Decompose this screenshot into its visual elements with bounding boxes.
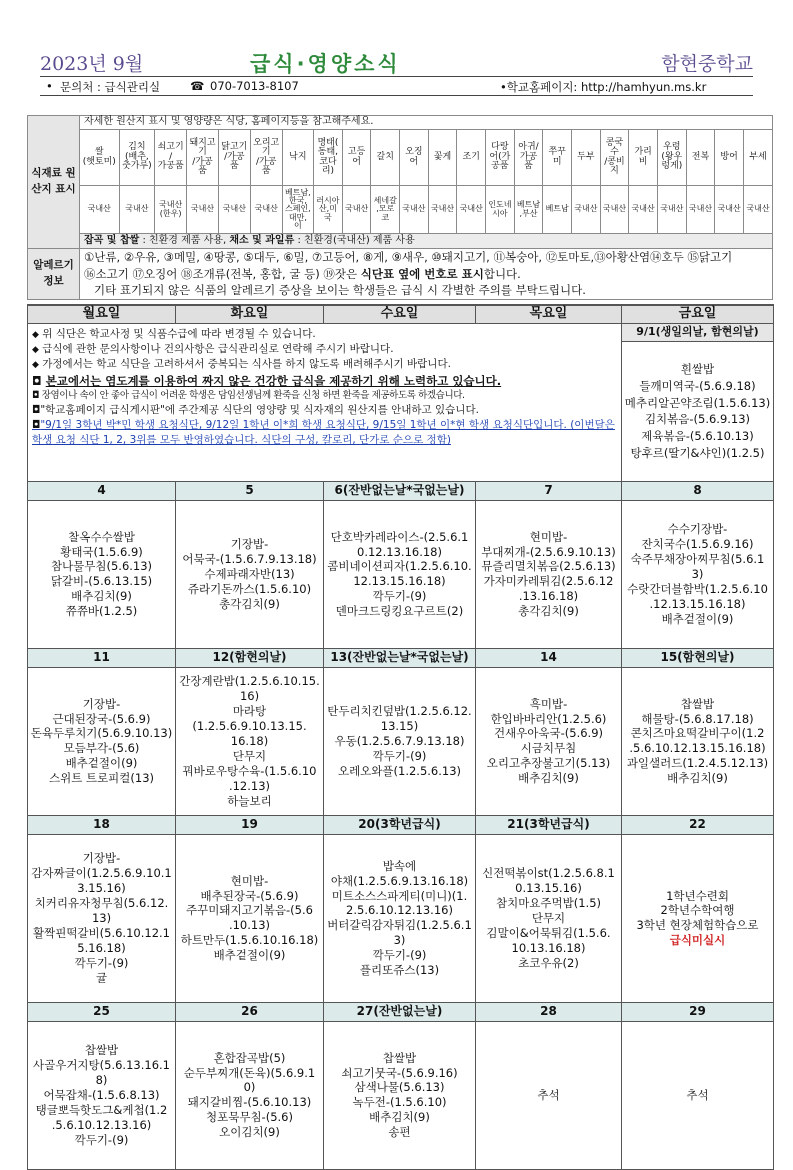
day-header-wed: 수요일 (324, 305, 476, 323)
origin-item: 다랑 어(가 공품 (486, 130, 515, 186)
origin-item: 명태( 동태, 코다 리) (314, 130, 343, 186)
origin-item: 전복 (686, 130, 715, 186)
origin-item: 오리고 기 /가공 품 (250, 130, 282, 186)
origin-country: 국내산 (80, 186, 120, 234)
origin-values-row (28, 186, 773, 234)
menu-text: 1학년수련회 2학년수학여행 3학년 현장체험학습으로 (636, 888, 759, 933)
origin-country: 국내산 (428, 186, 457, 234)
origin-country: 국내산 (743, 186, 772, 234)
origin-country: 국내산 (한우) (155, 186, 187, 234)
allergy-line-2c: 합니다. (483, 266, 521, 281)
grain-note: : 친환경 제품 사용, (139, 234, 230, 246)
phone-number: 070-7013-8107 (210, 79, 299, 93)
checkbox-icon: ◘ (32, 419, 41, 432)
year-month: 2023년 9월 (40, 53, 144, 75)
origin-item: 조기 (457, 130, 486, 186)
notice-text: 본교에서는 염도계를 이용하여 짜지 않은 건강한 급식을 제공하기 위해 노력하고 있습니다. (45, 373, 502, 388)
grain-note-bold: 잡곡 및 찹쌀 (84, 234, 140, 246)
notice-text: 가정에서는 학교 식단을 고려하셔서 중복되는 식사를 하지 않도록 배려해주시기 바랍니다. (42, 358, 451, 371)
notice-text: 급식에 관한 문의사항이나 건의사항은 급식관리실로 연락해 주시기 바랍니다. (42, 343, 394, 356)
origin-country: 국내산 (250, 186, 282, 234)
date-cell: 22 (622, 815, 774, 834)
date-cell: 7 (476, 481, 622, 500)
date-cell: 8 (622, 481, 774, 500)
checkbox-icon: ◘ (32, 403, 41, 416)
menu-cell: 현미밥- 배추된장국-(5.6.9) 주꾸미돼지고기볶음-(5.6 .10.13) 하트만두(1.5.6.10.16.18) 배추겉절이(9) (176, 834, 324, 1002)
menu-cell: 수수기장밥- 잔치국수(1.5.6.9.16) 숙주무채장아찌무침(5.6.1 3) 수랏간더블함박(1.2.5.6.10 .12.13.15.16.18) 배추겉절이(9) (622, 500, 774, 648)
origin-country: 러시아 산,미 국 (314, 186, 343, 234)
origin-item: 방어 (715, 130, 744, 186)
menu-cell: 기장밥- 어묵국-(1.5.6.7.9.13.18) 수제파래자반(13) 쥬라기돈까스(1.5.6.10) 총각김치(9) (176, 500, 324, 648)
origin-item: 돼지고 기 /가공 품 (187, 130, 219, 186)
menu-cell: 밥속에 야채(1.2.5.6.9.13.16.18) 미트소스스파게티(미니)(1. 2.5.6.10.12.13.16) 버터갈릭감자튀김(1.2.5.6.1 3) 깍두기-(9) 플리또쥬스(13) (324, 834, 476, 1002)
origin-country: 국내산 (715, 186, 744, 234)
date-cell: 20(3학년급식) (324, 815, 476, 834)
allergy-line-2 (84, 266, 771, 283)
origin-item: 닭고기 /가공 품 (218, 130, 250, 186)
origin-country: 베트남, 한국, 스페인, 대만, 이 (282, 186, 313, 234)
inquiry-text: 문의처 : 급식관리실 (60, 80, 161, 94)
contact-divider (40, 95, 753, 96)
origin-label: 식재료 원산지 표시 (28, 116, 80, 249)
origin-country: 세네갈 ,모로 코 (371, 186, 400, 234)
origin-item: 고등 어 (342, 130, 371, 186)
origin-country: 국내산 (119, 186, 155, 234)
origin-item: 낙지 (282, 130, 313, 186)
date-cell: 26 (176, 1002, 324, 1021)
notice-text: "9/1일 3학년 박*민 학생 요청식단, 9/12일 1학년 이*희 학생 요청식단, 9/15일 1학년 이*현 학생 요청식단입니다. (이번달은 학생 요청 식단 1, 2, 3위를 모두 반영하였습니다. 식단의 구성, 칼로리, 단가로 순으로 정함) (32, 419, 615, 447)
origin-item: 쇠고기 / 가공품 (155, 130, 187, 186)
date-cell: 11 (28, 648, 176, 667)
origin-item: 오징 어 (400, 130, 429, 186)
origin-item: 콩국 수 /콩비 지 (600, 130, 629, 186)
origin-item: 갈치 (371, 130, 400, 186)
date-cell: 6(잔반없는날*국없는날) (324, 481, 476, 500)
day-header-tue: 화요일 (176, 305, 324, 323)
veg-note-bold: 채소 및 과일류 (229, 234, 295, 246)
origin-item: 꽃게 (428, 130, 457, 186)
menu-cell: 추석 (622, 1021, 774, 1169)
date-cell: 18 (28, 815, 176, 834)
origin-allergy-table (27, 115, 773, 300)
date-cell: 21(3학년급식) (476, 815, 622, 834)
origin-item: 두부 (572, 130, 601, 186)
menu-cell: 흑미밥- 한입바바리안(1.2.5.6) 건새우아욱국-(5.6.9) 시금치무침 오리고추장불고기(5.13) 배추김치(9) (476, 667, 622, 815)
day1-header: 9/1(생일의날, 함현의날) (622, 323, 774, 341)
notice-3 (32, 357, 617, 372)
origin-country: 국내산 (600, 186, 629, 234)
veg-note: : 친환경(국내산) 제품 사용 (294, 234, 415, 246)
notice-7[interactable] (32, 418, 617, 448)
day1-menu: 흰쌀밥 들깨미역국-(5.6.9.18) 메추리알곤약조림(1.5.6.13) 김치볶음-(5.6.9.13) 제육볶음-(5.6.10.13) 탕후르(딸기&샤인)(1.2.5) (622, 341, 774, 481)
allergy-label: 알레르기 정보 (28, 249, 80, 300)
diamond-icon: ◆ (32, 329, 39, 340)
origin-item: 쌀 (햇토미) (80, 130, 120, 186)
school-name: 함현중학교 (661, 53, 753, 75)
menu-cell: 단호박카레라이스-(2.5.6.1 0.12.13.16.18) 콤비네이션피자(1.2.5.6.10. 12.13.15.16.18) 깍두기-(9) 덴마크드링킹요구르트(2) (324, 500, 476, 648)
menu-cell: 찹쌀밥 해물탕-(5.6.8.17.18) 콘치즈마요떡갈비구이(1.2 .5.6.10.12.13.15.16.18) 과일샐러드(1.2.4.5.12.13) 배추김치(9) (622, 667, 774, 815)
date-cell: 25 (28, 1002, 176, 1021)
date-cell: 28 (476, 1002, 622, 1021)
bullet: • (46, 79, 53, 93)
day-header-mon: 월요일 (28, 305, 176, 323)
origin-item: 가리 비 (629, 130, 658, 186)
menu-cell: 현미밥- 부대찌개-(2.5.6.9.10.13) 뮤즐리멸치볶음(2.5.6.13) 가자미카레튀김(2.5.6.12 .13.16.18) 총각김치(9) (476, 500, 622, 648)
origin-country: 국내산 (218, 186, 250, 234)
origin-country: 국내산 (400, 186, 429, 234)
date-cell: 27(잔반없는날) (324, 1002, 476, 1021)
header-divider (40, 76, 753, 77)
origin-item: 부세 (743, 130, 772, 186)
origin-item: 쭈꾸 미 (543, 130, 572, 186)
origin-country: 국내산 (342, 186, 371, 234)
menu-cell (622, 834, 774, 1002)
notice-text: "학교홈페이지 급식게시판"에 주간제공 식단의 영양량 및 식자재의 원산지를 안내하고 있습니다. (40, 403, 479, 416)
date-cell: 13(잔반없는날*국없는날) (324, 648, 476, 667)
date-cell: 5 (176, 481, 324, 500)
monthly-menu-table (27, 304, 774, 1170)
origin-items-row (28, 130, 773, 186)
date-cell: 14 (476, 648, 622, 667)
notice-text: 위 식단은 학교사정 및 식품수급에 따라 변경될 수 있습니다. (42, 327, 316, 340)
date-cell: 12(함현의날) (176, 648, 324, 667)
date-cell: 15(함현의날) (622, 648, 774, 667)
checkbox-icon: ◘ (32, 390, 40, 402)
menu-cell: 찹쌀밥 쇠고기뭇국-(5.6.9.16) 삼색나물(5.6.13) 녹두전-(1.5.6.10) 배추김치(9) 송편 (324, 1021, 476, 1169)
origin-country: 인도네 시아 (486, 186, 515, 234)
day-header-fri: 금요일 (622, 305, 774, 323)
menu-cell: 찹쌀밥 사골우거지탕(5.6.13.16.1 8) 어묵잡채-(1.5.6.8.13) 탱글뽀득핫도그&케첩(1.2 .5.6.10.12.13.16) 깍두기-(9) (28, 1021, 176, 1169)
date-cell: 19 (176, 815, 324, 834)
allergy-line-3: 기타 표기되지 않은 식품의 알레르기 증상을 보이는 학생들은 급식 시 각별한 주의를 부탁드립니다. (94, 283, 586, 298)
notice-1 (32, 327, 617, 342)
phone-icon: ☎ (190, 79, 205, 93)
allergy-info (80, 249, 773, 300)
menu-cell: 찰옥수수쌀밥 황태국(1.5.6.9) 참나물무침(5.6.13) 닭갈비-(5.6.13.15) 배추김치(9) 쮸쮸바(1.2.5) (28, 500, 176, 648)
origin-country: 국내산 (686, 186, 715, 234)
menu-cell: 추석 (476, 1021, 622, 1169)
allergy-line-2a: ⑯소고기 ⑰오징어 ⑱조개류(전복, 홍합, 굴 등) ⑲잣은 (84, 266, 361, 281)
origin-country: 국내산 (457, 186, 486, 234)
diamond-icon: ◆ (32, 360, 39, 371)
menu-cell: 탄두리치킨덮밥(1.2.5.6.12. 13.15) 우동(1.2.5.6.7.9.13.18) 깍두기-(9) 오레오와플(1.2.5.6.13) (324, 667, 476, 815)
homepage-link[interactable]: •학교홈페이지: http://hamhyun.ms.kr (500, 80, 707, 94)
menu-cell: 기장밥- 근대된장국-(5.6.9) 돈육두루치기(5.6.9.10.13) 모듬부각-(5.6) 배추겉절이(9) 스위트 트로피컬(13) (28, 667, 176, 815)
notice-text: 장염이나 속이 안 좋아 급식이 어려운 학생은 담임선생님께 환죽을 신청 하면 환죽을 제공하도록 하겠습니다. (41, 390, 465, 402)
origin-item: 아귀/ 가공 품 (514, 130, 543, 186)
eco-note (80, 234, 773, 249)
notice-5 (32, 389, 617, 403)
weeks-body (28, 481, 774, 1169)
origin-country: 국내산 (657, 186, 686, 234)
notice-2 (32, 342, 617, 357)
origin-country: 베트남 (543, 186, 572, 234)
checkbox-icon: ◘ (32, 373, 42, 388)
origin-country: 국내산 (187, 186, 219, 234)
origin-country: 국내산 (629, 186, 658, 234)
date-cell: 29 (622, 1002, 774, 1021)
diamond-icon: ◆ (32, 345, 39, 356)
date-cell: 4 (28, 481, 176, 500)
notice-6 (32, 403, 617, 418)
allergy-line-1: ①난류, ②우유, ③메밀, ④땅콩, ⑤대두, ⑥밀, ⑦고등어, ⑧게, ⑨새우, ⑩돼지고기, ⑪복숭아, ⑫토마토,⑬아황산염⑭호두 ⑮닭고기 (84, 250, 733, 264)
origin-note: 자세한 원산지 표시 및 영양량은 식당, 홈페이지등을 참고해주세요. (80, 116, 773, 130)
origin-item: 우렁 (왕우 렁게) (657, 130, 686, 186)
allergy-line-2-bold: 식단표 옆에 번호로 표시 (360, 266, 484, 281)
origin-item: 김치 (배추, 춧가루) (119, 130, 155, 186)
notice-box (28, 323, 622, 481)
menu-cell: 신전떡볶이st(1.2.5.6.8.1 0.13.15.16) 참치마요주먹밥(1.5) 단무지 김말이&어묵튀김(1.5.6. 10.13.16.18) 초코우유(2) (476, 834, 622, 1002)
no-meal-notice: 급식미실시 (669, 933, 726, 948)
origin-country: 베트남 ,부산 (514, 186, 543, 234)
origin-country: 국내산 (572, 186, 601, 234)
day-header-thu: 목요일 (476, 305, 622, 323)
menu-cell: 간장계란밥(1.2.5.6.10.15. 16) 마라탕(1.2.5.6.9.10.13.15. 16.18) 단무지 꿔바로우탕수육-(1.5.6.10 .12.13) 하늘보리 (176, 667, 324, 815)
newsletter-logo: 급식·영양소식 (250, 52, 401, 76)
notice-4 (32, 373, 617, 390)
menu-cell: 기장밥- 감자짜글이(1.2.5.6.9.10.1 3.15.16) 치커리유자청무침(5.6.12. 13) 활짝핀떡갈비(5.6.10.12.1 5.16.18) 깍두기-(9) 귤 (28, 834, 176, 1002)
menu-cell: 혼합잡곡밥(5) 순두부찌개(돈육)(5.6.9.1 0) 돼지갈비찜-(5.6.10.13) 청포묵무침-(5.6) 오이김치(9) (176, 1021, 324, 1169)
